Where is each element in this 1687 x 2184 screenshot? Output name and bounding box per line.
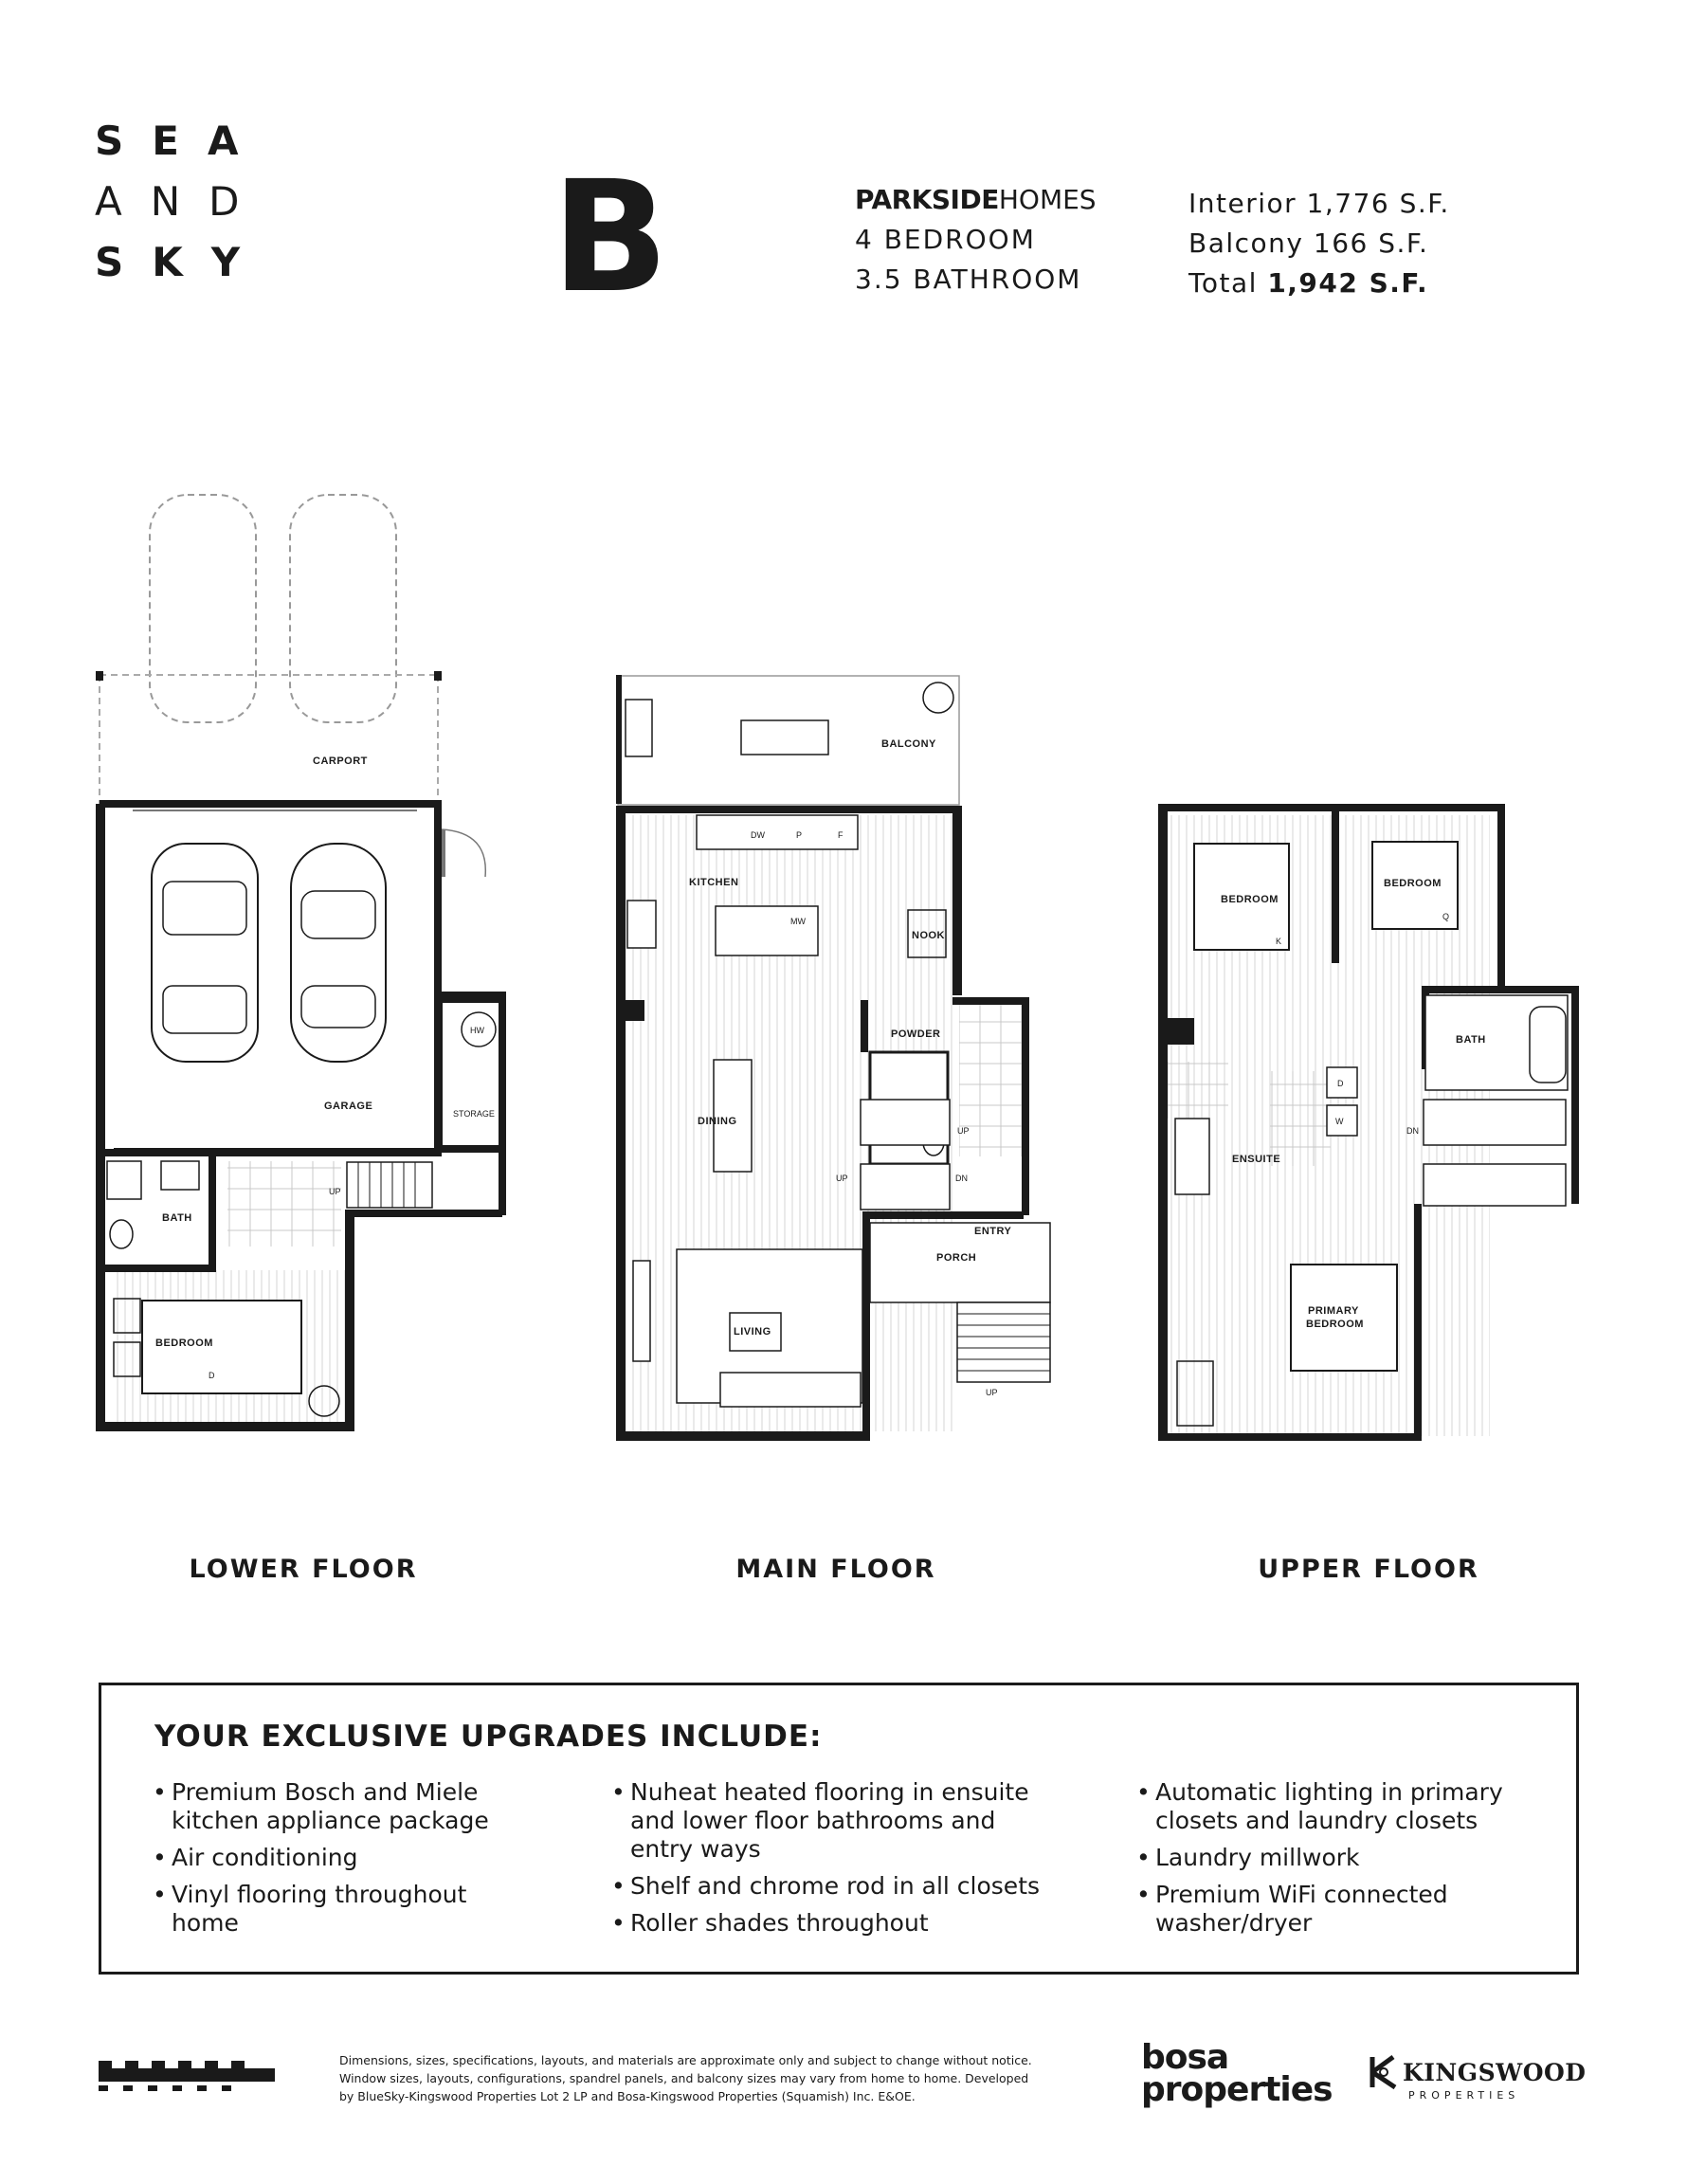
- unit-area: [1188, 184, 1450, 303]
- upgrades-box: [99, 1683, 1579, 1975]
- bathroom-count: 3.5 BATHROOM: [855, 264, 1082, 295]
- balcony-label: BALCONY: [881, 738, 936, 750]
- lower-bedroom-d: D: [209, 1371, 215, 1380]
- bosa-properties-logo: [1141, 2038, 1333, 2109]
- balcony-area: Balcony 166 S.F.: [1188, 228, 1429, 259]
- disclaimer: [339, 2051, 1097, 2105]
- main-floor-label: MAIN FLOOR: [735, 1555, 936, 1584]
- upgrade-item: • Automatic lighting in primary closets and laundry closets: [1136, 1778, 1553, 1835]
- main-dn-label: DN: [955, 1174, 968, 1183]
- carport-car-outline: [150, 495, 256, 722]
- floor-plans: [0, 474, 1687, 1498]
- primary-bedroom-label-2: BEDROOM: [1306, 1319, 1364, 1330]
- upper-floor-plan: [1158, 804, 1579, 1441]
- balcony-table: [741, 720, 828, 755]
- disclaimer-line-3: by BlueSky-Kingswood Properties Lot 2 LP and Bosa-Kingswood Properties (Squamish) Inc. E&OE.: [339, 2089, 916, 2103]
- upgrades-column-3: [1136, 1778, 1553, 1946]
- bosa-line-1: bosa: [1141, 2038, 1229, 2077]
- storage-label: STORAGE: [453, 1109, 495, 1119]
- upgrades-title: YOUR EXCLUSIVE UPGRADES INCLUDE:: [154, 1720, 823, 1754]
- disclaimer-line-1: Dimensions, sizes, specifications, layouts, and materials are approximate only and subject to change without notice.: [339, 2053, 1032, 2067]
- unit-letter: B: [552, 149, 669, 327]
- sofa: [720, 1373, 861, 1407]
- logo-line-3: SKY: [95, 239, 269, 285]
- upgrade-item: • Roller shades throughout: [611, 1909, 1057, 1938]
- powder-label: POWDER: [891, 1028, 941, 1040]
- upper-bath-label: BATH: [1456, 1034, 1486, 1046]
- upgrade-item: • Nuheat heated flooring in ensuite and lower floor bathrooms and entry ways: [611, 1778, 1057, 1864]
- total-prefix: Total: [1188, 267, 1258, 299]
- carport-label: CARPORT: [313, 755, 368, 767]
- sea-and-sky-pattern-logo: [99, 2061, 275, 2095]
- primary-bedroom-label-1: PRIMARY: [1308, 1305, 1359, 1317]
- tv-console: [633, 1261, 650, 1361]
- porch-stairs: [957, 1302, 1050, 1382]
- upper-bedroom-2-label: BEDROOM: [1384, 878, 1442, 889]
- upper-dn-label: DN: [1406, 1126, 1419, 1136]
- interior-area: Interior 1,776 S.F.: [1188, 188, 1450, 219]
- upgrade-item: • Premium WiFi connected washer/dryer: [1136, 1881, 1553, 1938]
- collection-brand-light: HOMES: [998, 184, 1097, 215]
- kitchen-island: [716, 906, 818, 956]
- dryer-label: D: [1337, 1079, 1344, 1088]
- upper-bedroom-1-label: BEDROOM: [1221, 894, 1279, 905]
- upgrade-item: • Premium Bosch and Miele kitchen appliance package: [153, 1778, 513, 1835]
- unit-rooms: [855, 220, 1081, 300]
- upgrade-item: • Shelf and chrome rod in all closets: [611, 1872, 1057, 1901]
- dw-label: DW: [751, 830, 765, 840]
- nook-label: NOOK: [912, 930, 945, 941]
- bosa-line-2: properties: [1141, 2070, 1333, 2109]
- garage-label: GARAGE: [324, 1101, 373, 1112]
- ensuite-label: ENSUITE: [1232, 1154, 1281, 1165]
- lower-bath-label: BATH: [162, 1212, 192, 1224]
- bedroom-count: 4 BEDROOM: [855, 224, 1036, 255]
- hw-label: HW: [470, 1026, 484, 1035]
- upper-bedroom-2-q: Q: [1442, 912, 1450, 921]
- kingswood-sub: PROPERTIES: [1408, 2089, 1520, 2102]
- upgrades-column-2: [611, 1778, 1057, 1946]
- kingswood-properties-logo: [1365, 2053, 1587, 2102]
- main-floor-plan: [616, 675, 1050, 1441]
- pantry-label: P: [796, 830, 803, 840]
- mw-label: MW: [790, 917, 806, 926]
- upper-floor-label: UPPER FLOOR: [1258, 1555, 1479, 1584]
- washer-label: W: [1335, 1117, 1344, 1126]
- main-up-label-1: UP: [957, 1126, 970, 1136]
- collection-name: [855, 184, 1097, 216]
- lower-bedroom-label: BEDROOM: [155, 1338, 213, 1349]
- entry-label: ENTRY: [974, 1226, 1012, 1237]
- upgrade-item: • Air conditioning: [153, 1844, 513, 1872]
- main-up-label-2: UP: [836, 1174, 848, 1183]
- logo-line-1: SEA: [95, 118, 267, 164]
- porch-up-label: UP: [986, 1388, 998, 1397]
- upgrade-item: • Vinyl flooring throughout home: [153, 1881, 513, 1938]
- logo-line-2: AND: [95, 178, 268, 225]
- collection-brand-bold: PARKSIDE: [855, 184, 999, 215]
- kitchen-label: KITCHEN: [689, 877, 739, 888]
- total-area: [1188, 264, 1450, 303]
- disclaimer-line-2: Window sizes, layouts, configurations, spandrel panels, and balcony sizes may vary from home to home. Developed: [339, 2071, 1029, 2085]
- upgrades-column-1: [153, 1778, 513, 1946]
- upper-bedroom-1-k: K: [1276, 937, 1282, 946]
- porch-label: PORCH: [936, 1252, 977, 1264]
- kingswood-k-icon: [1365, 2053, 1403, 2091]
- dining-label: DINING: [698, 1116, 737, 1127]
- upgrade-item: • Laundry millwork: [1136, 1844, 1553, 1872]
- lower-stairs: [347, 1162, 432, 1208]
- fridge-label: F: [838, 830, 844, 840]
- total-value: 1,942 S.F.: [1267, 267, 1429, 299]
- lower-up-label: UP: [329, 1187, 341, 1196]
- lower-floor-plan: [96, 495, 506, 1431]
- living-label: LIVING: [734, 1326, 771, 1338]
- sea-and-sky-logo: [95, 118, 269, 303]
- plant-icon: [923, 682, 953, 713]
- carport-car-outline: [290, 495, 396, 722]
- kingswood-name: KINGSWOOD: [1403, 2058, 1587, 2086]
- lower-floor-label: LOWER FLOOR: [189, 1555, 418, 1584]
